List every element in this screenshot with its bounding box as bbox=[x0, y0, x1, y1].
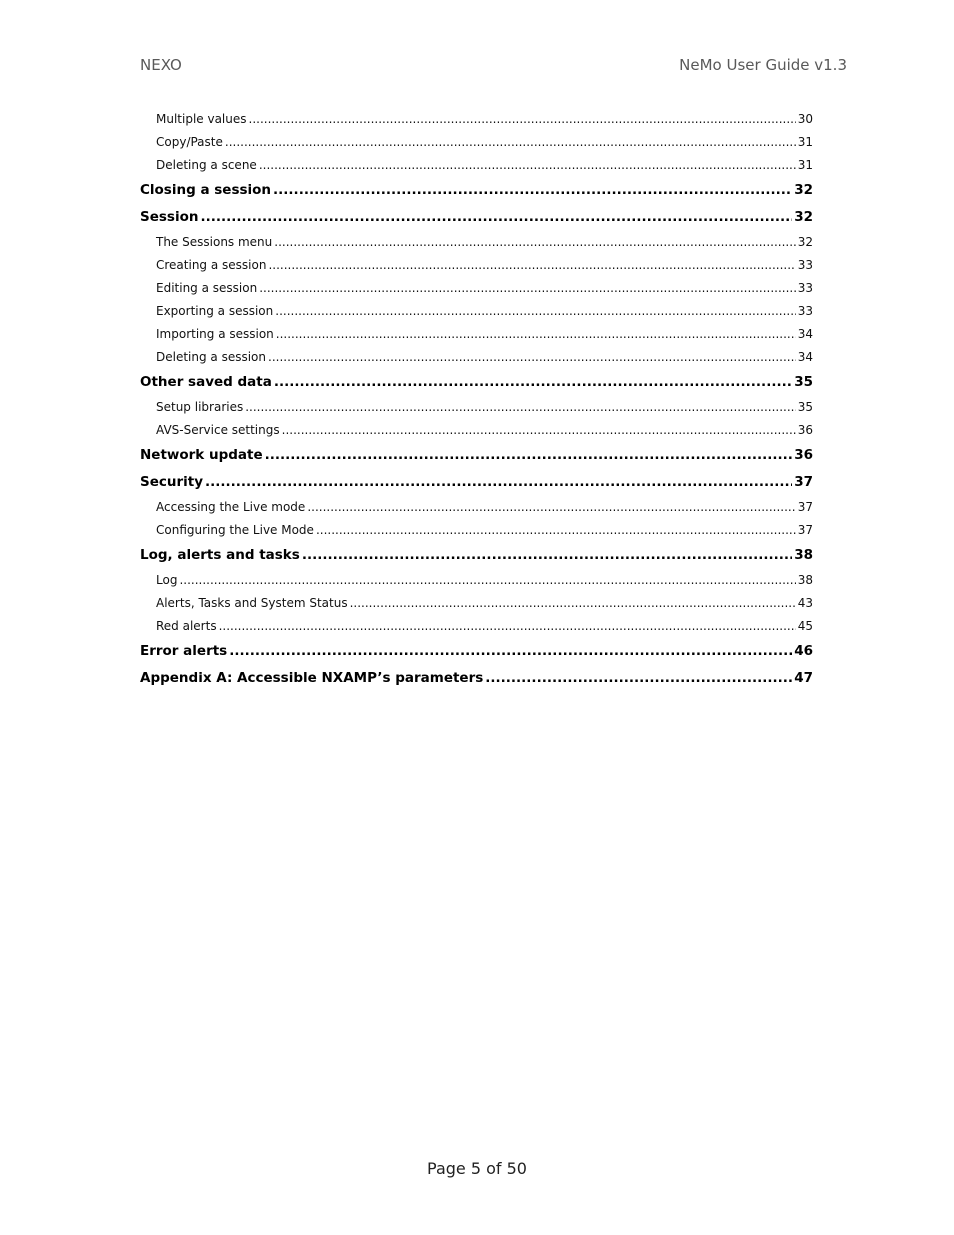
toc-leader-dots bbox=[307, 496, 795, 519]
toc-leader-dots bbox=[229, 638, 792, 665]
toc-entry[interactable] bbox=[140, 300, 813, 323]
toc-entry-page: 46 bbox=[794, 643, 813, 659]
toc-entry-page: 34 bbox=[797, 350, 813, 364]
toc-entry-page: 32 bbox=[794, 182, 813, 198]
toc-entry-title: Deleting a session bbox=[156, 350, 267, 364]
toc-entry-page: 33 bbox=[797, 258, 813, 272]
toc-entry-title: Security bbox=[140, 474, 204, 490]
toc-leader-dots bbox=[268, 346, 796, 369]
toc-entry[interactable] bbox=[140, 231, 813, 254]
toc-entry[interactable] bbox=[140, 592, 813, 615]
page-number: Page 5 of 50 bbox=[427, 1159, 527, 1178]
toc-entry-title: Importing a session bbox=[156, 327, 274, 341]
toc-leader-dots bbox=[273, 177, 792, 204]
toc-entry[interactable] bbox=[140, 177, 813, 204]
toc-entry-title: Network update bbox=[140, 447, 263, 463]
toc-entry-title: Multiple values bbox=[156, 112, 247, 126]
toc-leader-dots bbox=[485, 665, 792, 692]
toc-leader-dots bbox=[200, 204, 792, 231]
toc-entry[interactable] bbox=[140, 154, 813, 177]
toc-entry-page: 36 bbox=[794, 447, 813, 463]
toc-entry-title: Log, alerts and tasks bbox=[140, 547, 300, 563]
toc-entry-page: 33 bbox=[797, 304, 813, 318]
toc-leader-dots bbox=[259, 154, 796, 177]
toc-entry-page: 33 bbox=[797, 281, 813, 295]
toc-entry[interactable] bbox=[140, 519, 813, 542]
toc-entry-title: Appendix A: Accessible NXAMP’s parameters bbox=[140, 670, 484, 686]
toc-entry-title: AVS-Service settings bbox=[156, 423, 280, 437]
toc-entry-page: 32 bbox=[794, 209, 813, 225]
toc-entry-page: 30 bbox=[797, 112, 813, 126]
toc-entry-title: Exporting a session bbox=[156, 304, 274, 318]
toc-entry-title: Closing a session bbox=[140, 182, 272, 198]
toc-entry-page: 35 bbox=[794, 374, 813, 390]
toc-entry-page: 37 bbox=[794, 474, 813, 490]
toc-entry[interactable] bbox=[140, 569, 813, 592]
toc-entry[interactable] bbox=[140, 254, 813, 277]
toc-entry-page: 31 bbox=[797, 135, 813, 149]
toc-leader-dots bbox=[350, 592, 796, 615]
toc-leader-dots bbox=[245, 396, 796, 419]
toc-leader-dots bbox=[179, 569, 795, 592]
header-company: NEXO bbox=[140, 56, 182, 74]
toc-entry[interactable] bbox=[140, 542, 813, 569]
toc-entry[interactable] bbox=[140, 277, 813, 300]
toc-leader-dots bbox=[219, 615, 796, 638]
toc-entry-title: Accessing the Live mode bbox=[156, 500, 306, 514]
toc-entry[interactable] bbox=[140, 419, 813, 442]
toc-entry-title: Other saved data bbox=[140, 374, 272, 390]
toc-entry-title: Creating a session bbox=[156, 258, 267, 272]
toc-entry[interactable] bbox=[140, 665, 813, 692]
toc-entry-page: 32 bbox=[797, 235, 813, 249]
toc-leader-dots bbox=[249, 108, 796, 131]
toc-leader-dots bbox=[276, 323, 796, 346]
toc-entry[interactable] bbox=[140, 204, 813, 231]
toc-entry-page: 37 bbox=[797, 523, 813, 537]
toc-entry[interactable] bbox=[140, 469, 813, 496]
toc-leader-dots bbox=[265, 442, 793, 469]
toc-entry-page: 34 bbox=[797, 327, 813, 341]
toc-entry-page: 37 bbox=[797, 500, 813, 514]
toc-entry[interactable] bbox=[140, 108, 813, 131]
toc-entry-title: Copy/Paste bbox=[156, 135, 223, 149]
toc-leader-dots bbox=[275, 300, 795, 323]
toc-entry[interactable] bbox=[140, 323, 813, 346]
table-of-contents bbox=[140, 108, 813, 692]
toc-entry-title: Session bbox=[140, 209, 199, 225]
toc-entry-page: 45 bbox=[797, 619, 813, 633]
toc-entry-title: Red alerts bbox=[156, 619, 217, 633]
toc-entry-page: 38 bbox=[797, 573, 813, 587]
toc-entry-title: Editing a session bbox=[156, 281, 258, 295]
toc-entry-page: 43 bbox=[797, 596, 813, 610]
toc-entry-title: Error alerts bbox=[140, 643, 228, 659]
toc-entry-title: The Sessions menu bbox=[156, 235, 273, 249]
toc-entry-title: Log bbox=[156, 573, 178, 587]
toc-leader-dots bbox=[274, 369, 792, 396]
toc-leader-dots bbox=[225, 131, 796, 154]
toc-entry-title: Deleting a scene bbox=[156, 158, 257, 172]
toc-entry-page: 47 bbox=[794, 670, 813, 686]
toc-entry[interactable] bbox=[140, 615, 813, 638]
toc-entry[interactable] bbox=[140, 131, 813, 154]
toc-entry[interactable] bbox=[140, 369, 813, 396]
toc-leader-dots bbox=[282, 419, 796, 442]
toc-leader-dots bbox=[302, 542, 792, 569]
toc-leader-dots bbox=[259, 277, 796, 300]
toc-entry-page: 36 bbox=[797, 423, 813, 437]
header-document-title: NeMo User Guide v1.3 bbox=[679, 56, 847, 74]
toc-entry[interactable] bbox=[140, 346, 813, 369]
toc-entry[interactable] bbox=[140, 638, 813, 665]
toc-entry[interactable] bbox=[140, 396, 813, 419]
toc-entry[interactable] bbox=[140, 442, 813, 469]
toc-entry-title: Configuring the Live Mode bbox=[156, 523, 314, 537]
toc-leader-dots bbox=[205, 469, 792, 496]
toc-leader-dots bbox=[268, 254, 795, 277]
toc-entry-page: 35 bbox=[797, 400, 813, 414]
toc-leader-dots bbox=[316, 519, 796, 542]
toc-entry-page: 38 bbox=[794, 547, 813, 563]
toc-entry-title: Setup libraries bbox=[156, 400, 244, 414]
toc-entry-title: Alerts, Tasks and System Status bbox=[156, 596, 348, 610]
toc-leader-dots bbox=[274, 231, 795, 254]
toc-entry[interactable] bbox=[140, 496, 813, 519]
toc-entry-page: 31 bbox=[797, 158, 813, 172]
